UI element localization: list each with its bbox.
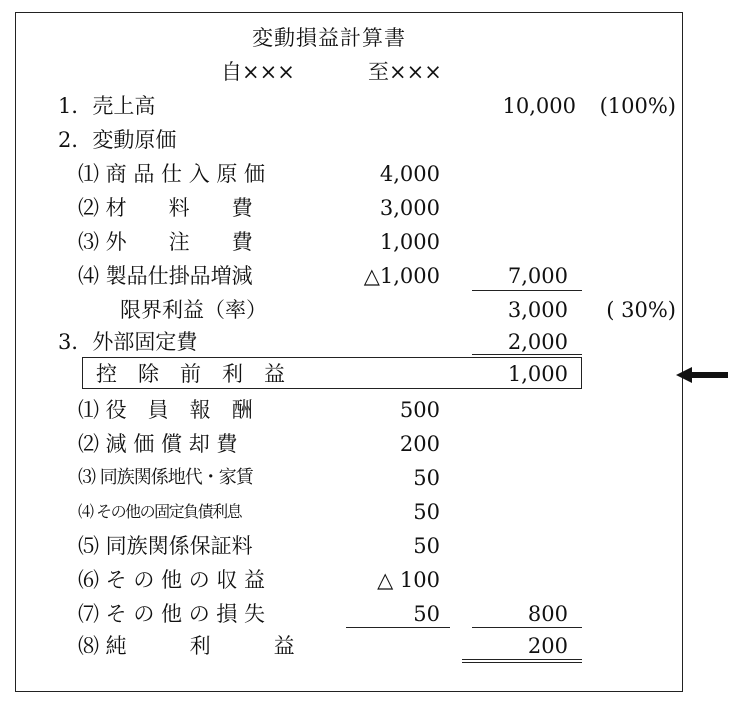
subtotal-rule <box>472 290 582 291</box>
variable-cost-item-amount: 1,000 <box>379 230 440 254</box>
document-title: 変動損益計算書 <box>252 26 406 50</box>
deduction-item-amount: 50 <box>413 534 440 558</box>
deduction-item-label: ⑵ 減 価 償 却 費 <box>78 432 238 456</box>
pre-deduction-profit-amount: 1,000 <box>507 362 568 386</box>
deductions-subtotal-rule <box>346 627 450 628</box>
net-profit-double-rule <box>462 659 582 663</box>
variable-costs-total: 7,000 <box>507 264 568 288</box>
marginal-profit-ratio: ( 30%) <box>606 298 676 322</box>
sales-amount: 10,000 <box>502 94 576 118</box>
pre-deduction-profit-label: 控 除 前 利 益 <box>96 362 285 386</box>
fixed-costs-label: 3．外部固定費 <box>58 330 198 354</box>
period-to: 至××× <box>368 60 442 84</box>
deduction-item-label: ⑺ そ の 他 の 損 失 <box>78 602 266 626</box>
variable-costs-label: 2．変動原価 <box>58 128 177 152</box>
variable-cost-item-amount: 4,000 <box>379 162 440 186</box>
deduction-item-label: ⑹ そ の 他 の 収 益 <box>78 568 266 592</box>
deduction-item-amount: 50 <box>413 602 440 626</box>
left-arrow-icon <box>676 366 728 384</box>
deduction-item-label: ⑸ 同族関係保証料 <box>78 534 253 558</box>
variable-cost-item-label: ⑴ 商 品 仕 入 原 価 <box>78 162 266 186</box>
net-profit-label: ⑻ 純 利 益 <box>78 634 295 658</box>
variable-cost-item-amount: 3,000 <box>379 196 440 220</box>
deduction-item-label: ⑷ その他の固定負債利息 <box>78 502 242 521</box>
deduction-item-amount: 50 <box>413 466 440 490</box>
sales-ratio: (100%) <box>599 94 676 118</box>
variable-cost-item-amount: △1,000 <box>363 264 440 288</box>
marginal-profit-amount: 3,000 <box>507 298 568 322</box>
deduction-item-amount: 200 <box>399 432 440 456</box>
deduction-item-amount: 500 <box>399 398 440 422</box>
fixed-costs-rule <box>472 354 582 355</box>
net-profit-amount: 200 <box>527 634 568 658</box>
fixed-costs-amount: 2,000 <box>507 330 568 354</box>
variable-cost-item-label: ⑵ 材 料 費 <box>78 196 253 220</box>
variable-cost-item-label: ⑷ 製品仕掛品増減 <box>78 264 253 288</box>
marginal-profit-label: 限界利益（率） <box>120 298 267 322</box>
variable-cost-item-label: ⑶ 外 注 費 <box>78 230 253 254</box>
deduction-item-label: ⑶ 同族関係地代・家賃 <box>78 467 253 488</box>
deduction-item-amount: △ 100 <box>377 568 440 592</box>
deduction-item-amount: 50 <box>413 500 440 524</box>
period-from: 自××× <box>221 60 295 84</box>
income-statement <box>15 12 683 692</box>
deductions-total-rule <box>472 627 582 628</box>
sales-label: 1．売上高 <box>58 94 156 118</box>
deduction-item-label: ⑴ 役 員 報 酬 <box>78 398 253 422</box>
deductions-total: 800 <box>527 602 568 626</box>
